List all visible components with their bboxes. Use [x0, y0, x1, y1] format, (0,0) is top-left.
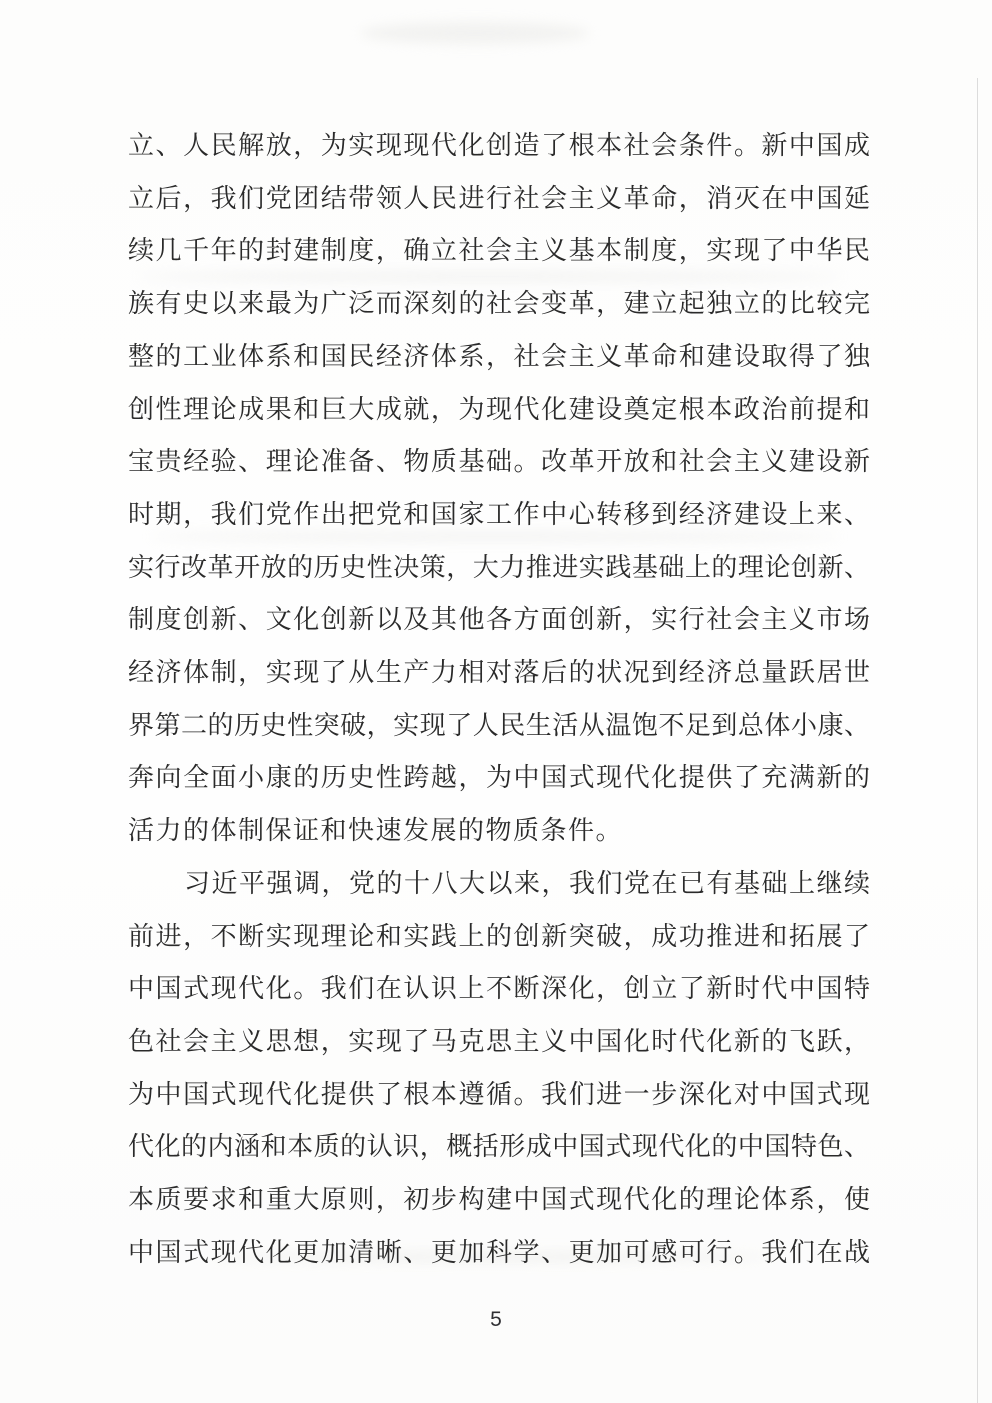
text-line: 为中国式现代化提供了根本遵循。我们进一步深化对中国式现	[128, 1079, 870, 1109]
text-line: 界第二的历史性突破，实现了人民生活从温饱不足到总体小康、	[128, 710, 870, 740]
text-line: 活力的体制保证和快速发展的物质条件。	[128, 816, 624, 846]
text-line: 实行改革开放的历史性决策，大力推进实践基础上的理论创新、	[128, 552, 870, 582]
text-line: 经济体制，实现了从生产力相对落后的状况到经济总量跃居世	[128, 658, 870, 688]
text-line: 前进，不断实现理论和实践上的创新突破，成功推进和拓展了	[128, 921, 870, 951]
text-line: 制度创新、文化创新以及其他各方面创新，实行社会主义市场	[128, 605, 870, 635]
text-line: 本质要求和重大原则，初步构建中国式现代化的理论体系，使	[128, 1185, 870, 1215]
text-line: 习近平强调，党的十八大以来，我们党在已有基础上继续	[184, 868, 870, 898]
document-text	[128, 120, 870, 1279]
text-line: 续几千年的封建制度，确立社会主义基本制度，实现了中华民	[128, 236, 870, 266]
text-line: 代化的内涵和本质的认识，概括形成中国式现代化的中国特色、	[128, 1132, 870, 1162]
page-number: 5	[490, 1308, 502, 1331]
text-line: 宝贵经验、理论准备、物质基础。改革开放和社会主义建设新	[128, 447, 870, 477]
scan-artifact	[360, 22, 590, 44]
text-line: 中国式现代化。我们在认识上不断深化，创立了新时代中国特	[128, 974, 870, 1004]
text-line: 中国式现代化更加清晰、更加科学、更加可感可行。我们在战	[128, 1237, 870, 1267]
text-line: 族有史以来最为广泛而深刻的社会变革，建立起独立的比较完	[128, 289, 870, 319]
text-line: 立后，我们党团结带领人民进行社会主义革命，消灭在中国延	[128, 183, 870, 213]
text-line: 色社会主义思想，实现了马克思主义中国化时代化新的飞跃，	[128, 1026, 870, 1056]
text-line: 立、人民解放，为实现现代化创造了根本社会条件。新中国成	[128, 131, 870, 160]
scan-edge-line	[977, 78, 978, 1403]
text-line: 时期，我们党作出把党和国家工作中心转移到经济建设上来、	[128, 499, 870, 529]
text-line: 整的工业体系和国民经济体系，社会主义革命和建设取得了独	[128, 341, 870, 371]
text-line: 奔向全面小康的历史性跨越，为中国式现代化提供了充满新的	[128, 763, 870, 793]
text-line: 创性理论成果和巨大成就，为现代化建设奠定根本政治前提和	[128, 394, 870, 424]
